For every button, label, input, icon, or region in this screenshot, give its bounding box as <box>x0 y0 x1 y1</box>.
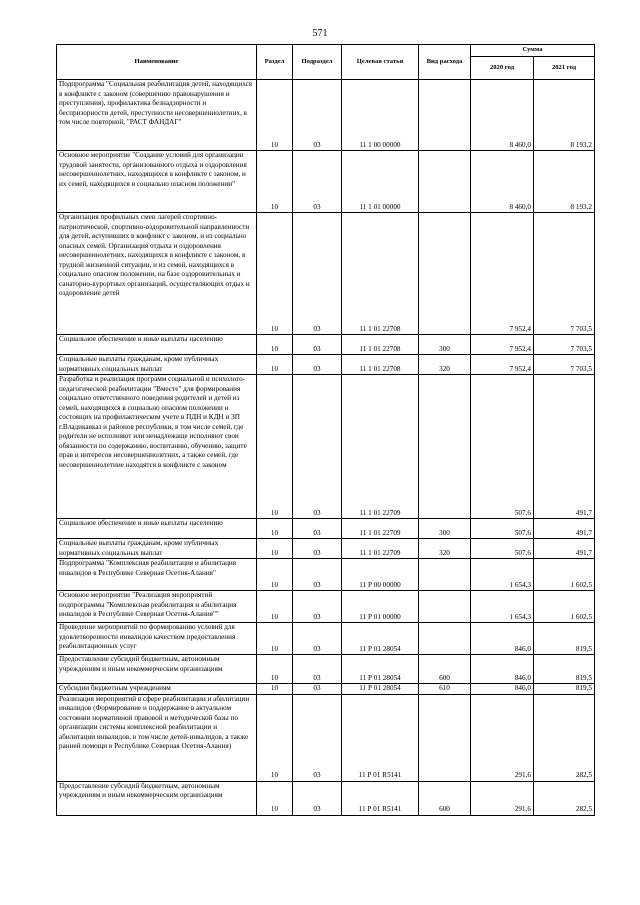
row-target-article-cell: 11 Р 01 00000 <box>342 591 419 623</box>
row-sum-2020-cell: 1 654,3 <box>471 591 534 623</box>
row-target-article-cell: 11 1 01 22708 <box>342 213 419 335</box>
row-name-cell: Подпрограмма "Социальная реабилитация детей, находящихся в конфликте с законом (совершению правонарушения и преступления), профилактика безнадзорности и беспризорности детей, преступности несовершеннолетних, в том числе повторной, "РАСТ ФАНДАГ" <box>57 80 257 151</box>
row-expense-type-cell: 300 <box>419 335 471 355</box>
row-razdel-cell: 10 <box>257 684 293 695</box>
row-target-article-cell: 11 Р 01 R5141 <box>342 781 419 815</box>
row-podrazdel-cell: 03 <box>293 694 342 781</box>
row-sum-2020-cell: 7 952,4 <box>471 335 534 355</box>
table-row <box>57 151 595 213</box>
row-expense-type-cell: 600 <box>419 781 471 815</box>
row-podrazdel-cell: 03 <box>293 519 342 539</box>
row-podrazdel-cell: 03 <box>293 655 342 684</box>
row-target-article-cell: 11 1 00 00000 <box>342 80 419 151</box>
row-razdel-cell: 10 <box>257 151 293 213</box>
row-expense-type-cell <box>419 151 471 213</box>
row-expense-type-cell <box>419 559 471 591</box>
header-year-2021: 2021 год <box>534 57 595 80</box>
table-row <box>57 623 595 655</box>
row-razdel-cell: 10 <box>257 213 293 335</box>
row-target-article-cell: 11 1 01 00000 <box>342 151 419 213</box>
header-expense-type: Вид расхода <box>419 45 471 80</box>
header-podrazdel: Подраздел <box>293 45 342 80</box>
row-razdel-cell: 10 <box>257 781 293 815</box>
row-expense-type-cell <box>419 375 471 519</box>
row-name-cell: Социальные выплаты гражданам, кроме публичных нормативных социальных выплат <box>57 355 257 375</box>
table-row <box>57 213 595 335</box>
row-expense-type-cell: 320 <box>419 539 471 559</box>
row-sum-2021-cell: 491,7 <box>534 539 595 559</box>
row-podrazdel-cell: 03 <box>293 151 342 213</box>
row-name-cell: Проведение мероприятий по формированию условий для удовлетворенности инвалидов качеством предоставления реабилитационных услуг <box>57 623 257 655</box>
table-row <box>57 375 595 519</box>
row-target-article-cell: 11 Р 00 00000 <box>342 559 419 591</box>
row-sum-2021-cell: 819,5 <box>534 684 595 695</box>
row-razdel-cell: 10 <box>257 539 293 559</box>
row-expense-type-cell: 320 <box>419 355 471 375</box>
row-expense-type-cell <box>419 591 471 623</box>
page-number: 571 <box>312 28 328 39</box>
row-sum-2021-cell: 819,5 <box>534 623 595 655</box>
row-name-cell: Разработка и реализация программ социальной и психолого-педагогической реабилитации "Вместе" для формирования социально ответственного поведения родителей и детей из семей, находящихся в социально опасном положении и состоящих на профилактическом учете в ПДН и КДН и ЗП г.Владикавказ и районов республики, в том числе семей, где родители не исполняют или ненадлежаще исполняют свои обязанности по содержанию, воспитанию, обучению, защите прав и интересов несовершеннолетних, а также семей, где несовершеннолетние находятся в конфликте с законом <box>57 375 257 519</box>
row-razdel-cell: 10 <box>257 559 293 591</box>
row-target-article-cell: 11 1 01 22709 <box>342 375 419 519</box>
row-razdel-cell: 10 <box>257 655 293 684</box>
table-row <box>57 655 595 684</box>
row-sum-2021-cell: 282,5 <box>534 694 595 781</box>
row-target-article-cell: 11 Р 01 28054 <box>342 684 419 695</box>
row-target-article-cell: 11 Р 01 28054 <box>342 655 419 684</box>
table-row <box>57 694 595 781</box>
row-podrazdel-cell: 03 <box>293 684 342 695</box>
row-sum-2020-cell: 291,6 <box>471 781 534 815</box>
row-sum-2021-cell: 819,5 <box>534 655 595 684</box>
row-sum-2020-cell: 846,0 <box>471 623 534 655</box>
row-sum-2020-cell: 8 460,0 <box>471 151 534 213</box>
row-sum-2021-cell: 8 193,2 <box>534 80 595 151</box>
header-razdel: Раздел <box>257 45 293 80</box>
row-podrazdel-cell: 03 <box>293 375 342 519</box>
header-name: Наименование <box>57 45 257 80</box>
row-name-cell: Социальное обеспечение и иные выплаты населению <box>57 519 257 539</box>
table-row <box>57 519 595 539</box>
row-sum-2021-cell: 282,5 <box>534 781 595 815</box>
row-name-cell: Организация профильных смен лагерей спортивно-патриотической, спортивно-оздоровительной направленности для детей, вступивших в конфликт с законом, и из социально опасных семей. Организация отдыха и оздоровления несовершеннолетних, находящихся в конфликте с законом, в трудной жизненной ситуации, и из семей, находящихся в социально опасном положении, на базе оздоровительных и санаторно-курортных организаций, осуществляющих отдых и оздоровление детей <box>57 213 257 335</box>
row-razdel-cell: 10 <box>257 591 293 623</box>
row-sum-2020-cell: 8 460,0 <box>471 80 534 151</box>
row-podrazdel-cell: 03 <box>293 80 342 151</box>
header-target-article: Целевая статья <box>342 45 419 80</box>
table-row <box>57 559 595 591</box>
row-expense-type-cell: 300 <box>419 519 471 539</box>
row-target-article-cell: 11 1 01 22709 <box>342 519 419 539</box>
row-razdel-cell: 10 <box>257 335 293 355</box>
row-podrazdel-cell: 03 <box>293 781 342 815</box>
row-target-article-cell: 11 1 01 22708 <box>342 355 419 375</box>
table-row <box>57 781 595 815</box>
row-expense-type-cell <box>419 213 471 335</box>
row-razdel-cell: 10 <box>257 375 293 519</box>
row-sum-2020-cell: 507,6 <box>471 539 534 559</box>
row-expense-type-cell <box>419 694 471 781</box>
row-podrazdel-cell: 03 <box>293 355 342 375</box>
row-name-cell: Социальные выплаты гражданам, кроме публичных нормативных социальных выплат <box>57 539 257 559</box>
row-podrazdel-cell: 03 <box>293 213 342 335</box>
table-row <box>57 684 595 695</box>
row-podrazdel-cell: 03 <box>293 591 342 623</box>
table-row <box>57 591 595 623</box>
row-razdel-cell: 10 <box>257 623 293 655</box>
row-expense-type-cell: 610 <box>419 684 471 695</box>
row-sum-2020-cell: 291,6 <box>471 694 534 781</box>
row-name-cell: Подпрограмма "Комплексная реабилитация и абилитация инвалидов в Республике Северная Осетия-Алания" <box>57 559 257 591</box>
row-sum-2021-cell: 7 703,5 <box>534 355 595 375</box>
table-row <box>57 335 595 355</box>
row-target-article-cell: 11 Р 01 R5141 <box>342 694 419 781</box>
row-expense-type-cell <box>419 80 471 151</box>
row-sum-2021-cell: 8 193,2 <box>534 151 595 213</box>
row-sum-2020-cell: 846,0 <box>471 655 534 684</box>
row-name-cell: Предоставление субсидий бюджетным, автономным учреждениям и иным некоммерческим организациям <box>57 781 257 815</box>
row-name-cell: Основное мероприятие "Создание условий для организации трудовой занятости, организованного отдыха и оздоровления несовершеннолетних, находящихся в конфликте с законом, и их семей, находящихся в социально опасном положении" <box>57 151 257 213</box>
row-target-article-cell: 11 1 01 22709 <box>342 539 419 559</box>
table-row <box>57 539 595 559</box>
row-name-cell: Предоставление субсидий бюджетным, автономным учреждениям и иным некоммерческим организациям <box>57 655 257 684</box>
row-podrazdel-cell: 03 <box>293 623 342 655</box>
row-razdel-cell: 10 <box>257 519 293 539</box>
row-podrazdel-cell: 03 <box>293 559 342 591</box>
row-razdel-cell: 10 <box>257 694 293 781</box>
row-name-cell: Субсидии бюджетным учреждениям <box>57 684 257 695</box>
header-sum: Сумма <box>471 45 595 57</box>
header-year-2020: 2020 год <box>471 57 534 80</box>
row-target-article-cell: 11 1 01 22708 <box>342 335 419 355</box>
row-sum-2021-cell: 491,7 <box>534 519 595 539</box>
row-sum-2021-cell: 7 703,5 <box>534 335 595 355</box>
table-row <box>57 355 595 375</box>
row-podrazdel-cell: 03 <box>293 539 342 559</box>
row-target-article-cell: 11 Р 01 28054 <box>342 623 419 655</box>
row-name-cell: Социальное обеспечение и иные выплаты населению <box>57 335 257 355</box>
table-row <box>57 80 595 151</box>
budget-table <box>56 44 595 816</box>
row-sum-2020-cell: 507,6 <box>471 519 534 539</box>
row-name-cell: Основное мероприятие "Реализация мероприятий подпрограммы "Комплексная реабилитация и абилитация инвалидов в Республике Северная Осетия-Алания"" <box>57 591 257 623</box>
row-sum-2020-cell: 846,0 <box>471 684 534 695</box>
row-sum-2021-cell: 491,7 <box>534 375 595 519</box>
row-sum-2021-cell: 1 602,5 <box>534 559 595 591</box>
row-sum-2020-cell: 7 952,4 <box>471 355 534 375</box>
row-sum-2021-cell: 1 602,5 <box>534 591 595 623</box>
row-sum-2021-cell: 7 703,5 <box>534 213 595 335</box>
row-expense-type-cell <box>419 623 471 655</box>
row-expense-type-cell: 600 <box>419 655 471 684</box>
row-sum-2020-cell: 1 654,3 <box>471 559 534 591</box>
row-razdel-cell: 10 <box>257 355 293 375</box>
row-sum-2020-cell: 507,6 <box>471 375 534 519</box>
row-razdel-cell: 10 <box>257 80 293 151</box>
row-podrazdel-cell: 03 <box>293 335 342 355</box>
row-sum-2020-cell: 7 952,4 <box>471 213 534 335</box>
row-name-cell: Реализация мероприятий в сфере реабилитации и абилитации инвалидов (Формирование и поддержание в актуальном состоянии нормативной правовой и методической базы по организации системы комплексной реабилитации и абилитации инвалидов, в том числе детей-инвалидов, а также ранней помощи в Республике Северная Осетия-Алания) <box>57 694 257 781</box>
